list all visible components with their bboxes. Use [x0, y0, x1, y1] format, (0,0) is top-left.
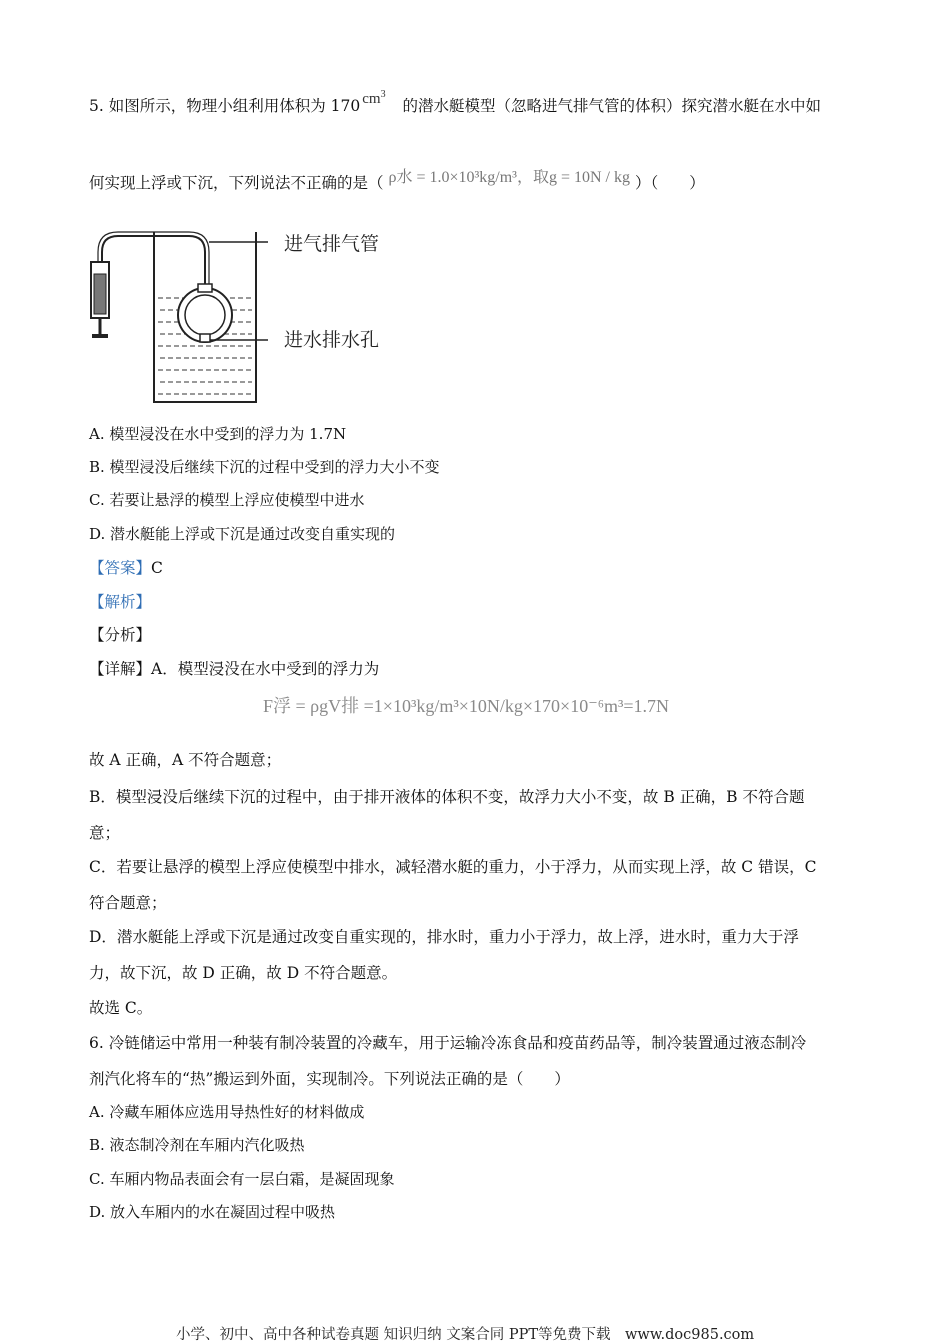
given-formula: ρ水 = 1.0×10³kg/m³，取g = 10N / kg [388, 169, 630, 186]
buoyancy-formula: F浮 = ρgV排 =1×10³kg/m³×10N/kg×170×10⁻⁶m³=1.7N [263, 696, 670, 716]
a-conclusion: 故 A 正确，A 不符合题意； [89, 751, 282, 769]
analysis-heading: 【解析】 [89, 593, 152, 611]
label-water-hole: 进水排水孔 [284, 329, 380, 351]
q6-stem-line1: 6. 冷链储运中常用一种装有制冷装置的冷藏车，用于运输冷冻食品和疫苗药品等，制冷装置通过液态制冷 [89, 1034, 807, 1052]
q6-option-a: A. 冷藏车厢体应选用导热性好的材料做成 [89, 1103, 365, 1121]
final-choice: 故选 C。 [89, 999, 153, 1017]
b-explanation-2: 意； [89, 824, 121, 842]
q5-option-c: C. 若要让悬浮的模型上浮应使模型中进水 [89, 491, 365, 509]
b-explanation-1: B．模型浸没后继续下沉的过程中，由于排开液体的体积不变，故浮力大小不变，故 B 正确，B 不符合题 [89, 788, 805, 806]
q5-stem-line1: 5. 如图所示，物理小组利用体积为 170 $cm^3$ 的潜水艇模型（忽略进气排气管的体积）探究潜水艇在水中如 [89, 89, 822, 115]
detail-a-line: 【详解】A．模型浸没在水中受到的浮力为 [89, 660, 380, 678]
q5-option-d: D. 潜水艇能上浮或下沉是通过改变自重实现的 [89, 525, 396, 543]
label-air-pipe: 进气排气管 [284, 233, 380, 255]
unit-cm: $cm^3$ [362, 89, 386, 107]
answer-line: 【答案】C [89, 559, 163, 577]
q5-stem-line2: 何实现上浮或下沉，下列说法不正确的是（ ρ水 = 1.0×10³kg/m³，取g = 10N / kg ）（ ） [89, 169, 705, 192]
q6-option-d: D. 放入车厢内的水在凝固过程中吸热 [89, 1203, 336, 1221]
analysis-sub-heading: 【分析】 [89, 626, 152, 644]
q5-option-a: A. 模型浸没在水中受到的浮力为 1.7N [89, 425, 347, 443]
q6-option-b: B. 液态制冷剂在车厢内汽化吸热 [89, 1136, 305, 1154]
c-explanation-2: 符合题意； [89, 894, 167, 912]
d-explanation-2: 力，故下沉，故 D 正确，故 D 不符合题意。 [89, 964, 398, 982]
q6-option-c: C. 车厢内物品表面会有一层白霜，是凝固现象 [89, 1170, 395, 1188]
q6-stem-line2: 剂汽化将车的“热”搬运到外面，实现制冷。下列说法正确的是（ ） [89, 1070, 570, 1088]
footer-text[interactable]: 小学、初中、高中各种试卷真题 知识归纳 文案合同 PPT等免费下载 www.doc985.com [176, 1327, 755, 1343]
c-explanation-1: C．若要让悬浮的模型上浮应使模型中排水，减轻潜水艇的重力，小于浮力，从而实现上浮，故 C 错误，C [89, 858, 817, 876]
d-explanation-1: D．潜水艇能上浮或下沉是通过改变自重实现的，排水时，重力小于浮力，故上浮，进水时，重力大于浮 [89, 928, 799, 946]
submarine-model-figure [88, 222, 398, 412]
q5-option-b: B. 模型浸没后继续下沉的过程中受到的浮力大小不变 [89, 458, 440, 476]
